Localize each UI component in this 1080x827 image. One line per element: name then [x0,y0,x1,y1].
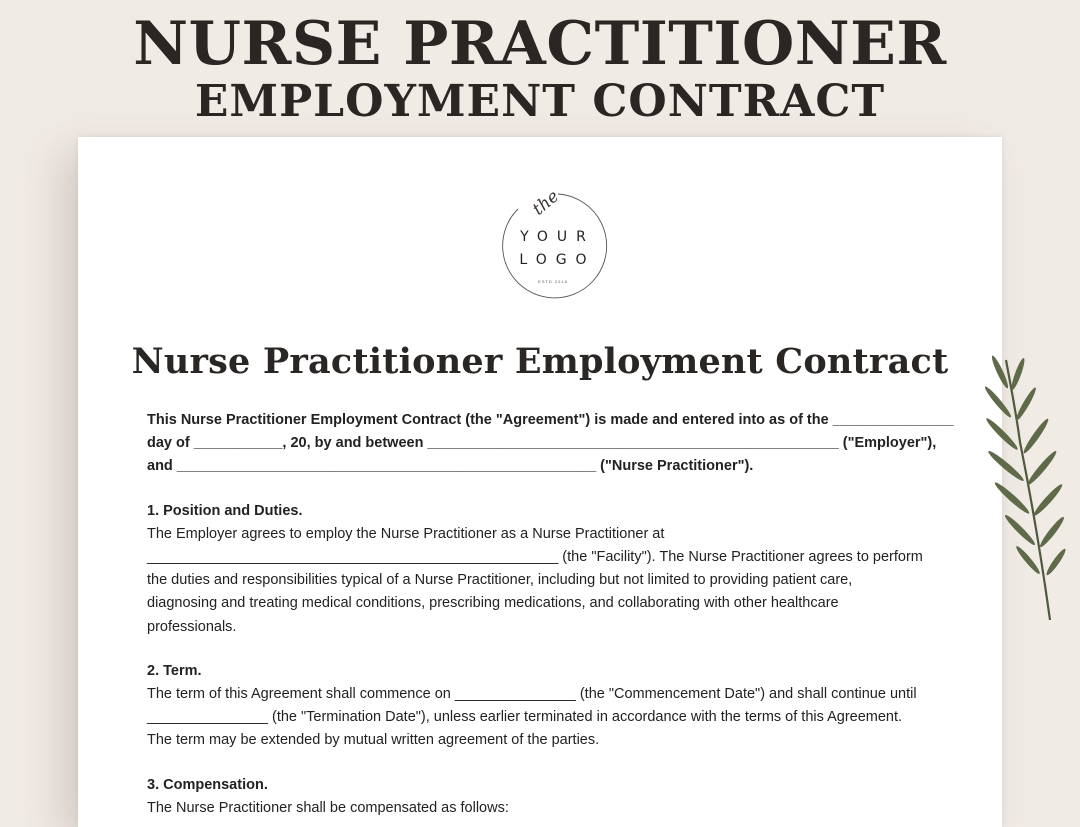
contract-page [78,137,1002,827]
section-heading-compensation: 3. Compensation. [147,776,268,793]
document-title: Nurse Practitioner Employment Contract [131,341,949,382]
section-line: The term may be extended by mutual written agreement of the parties. [147,732,600,749]
section-line: The Employer agrees to employ the Nurse Practitioner as a Nurse Practitioner at [147,525,665,542]
logo-word-logo: LOGO [519,252,596,268]
section-line: the duties and responsibilities typical of a Nurse Practitioner, including but not limited to providing patient care, [147,572,853,589]
intro-line: and ____________________________________________________ ("Nurse Practitioner"). [147,458,754,475]
section-line: professionals. [147,618,237,635]
intro-line: This Nurse Practitioner Employment Contract (the "Agreement") is made and entered into as of the _______________ [147,412,954,428]
banner-title-line2: EMPLOYMENT CONTRACT [194,76,886,127]
document-body [147,409,977,820]
section-line: _______________ (the "Termination Date"), unless earlier terminated in accordance with the terms of this Agreement. [147,709,903,726]
logo-script-text: the [528,186,564,220]
logo-estd: ESTD 2018 [538,279,568,284]
section-heading-term: 2. Term. [147,662,202,679]
intro-line: day of ___________, 20, by and between ___________________________________________________ ("Employer"), [147,435,937,452]
logo [498,186,608,304]
section-line: ___________________________________________________ (the "Facility"). The Nurse Practitioner agrees to perform [147,549,923,566]
rosemary-sprig-icon [980,352,1072,624]
section-line: diagnosing and treating medical conditions, prescribing medications, and collaborating with other healthcare [147,595,839,612]
section-heading-position: 1. Position and Duties. [147,502,303,519]
logo-word-your: YOUR [520,229,595,245]
section-line: The Nurse Practitioner shall be compensated as follows: [147,799,509,816]
section-line: The term of this Agreement shall commence on _______________ (the "Commencement Date") and shall continue until [147,686,917,703]
banner-title-line1: NURSE PRACTITIONER [133,9,947,79]
